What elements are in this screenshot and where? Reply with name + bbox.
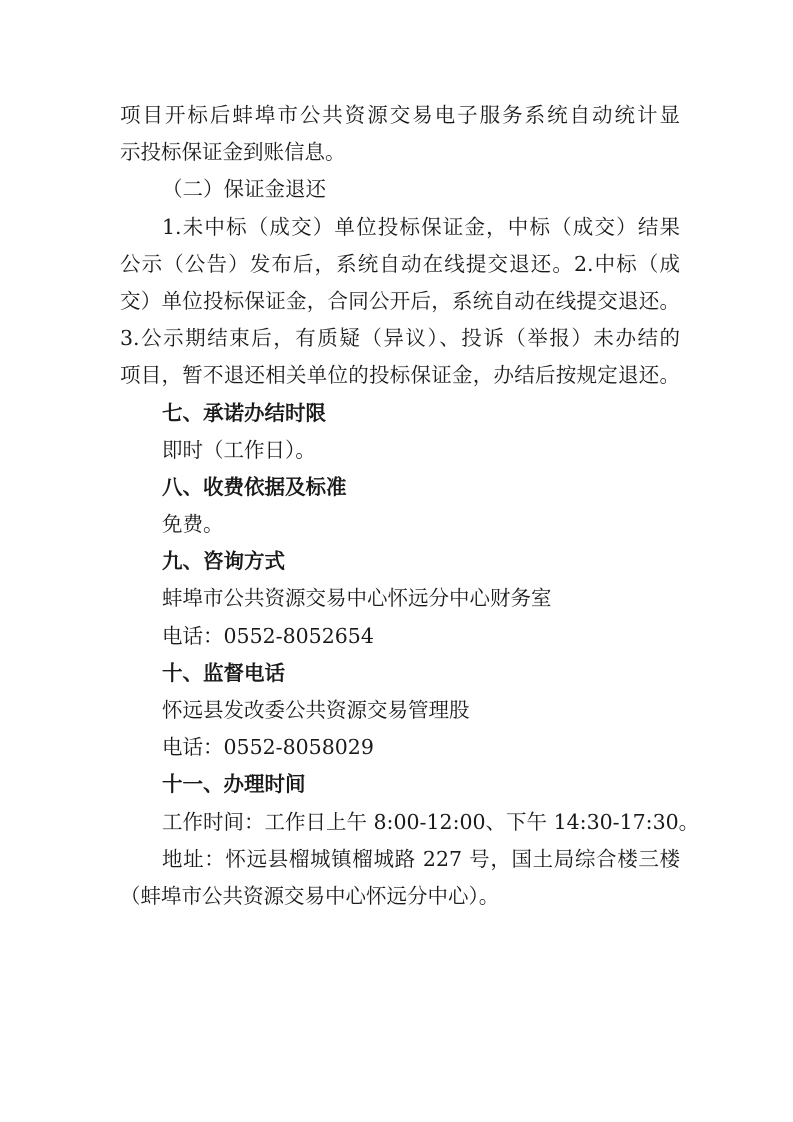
- text-line: 3.公示期结束后，有质疑（异议）、投诉（举报）未办结的: [120, 326, 680, 351]
- text-line: 电话：0552-8058029: [162, 735, 374, 760]
- text-line: 示投标保证金到账信息。: [120, 140, 346, 165]
- section-heading: 十、监督电话: [162, 660, 285, 685]
- section-heading: 七、承诺办结时限: [162, 400, 326, 425]
- text-line: 工作时间：工作日上午 8:00-12:00、下午 14:30-17:30。: [162, 809, 700, 834]
- text-line: （蚌埠市公共资源交易中心怀远分中心）。: [120, 883, 500, 908]
- text-line: 即时（工作日）。: [162, 437, 316, 462]
- text-line: 公示（公告）发布后，系统自动在线提交退还。2.中标（成: [120, 251, 680, 276]
- text-line: 免费。: [162, 512, 224, 537]
- text-line: 项目，暂不退还相关单位的投标保证金，办结后按规定退还。: [120, 363, 680, 388]
- document-body: [120, 97, 700, 915]
- text-line: 电话：0552-8052654: [162, 623, 374, 648]
- section-heading: 九、咨询方式: [162, 549, 285, 574]
- text-line: 项目开标后蚌埠市公共资源交易电子服务系统自动统计显: [120, 103, 680, 127]
- section-heading: 十一、办理时间: [162, 772, 306, 797]
- text-line: 1.未中标（成交）单位投标保证金，中标（成交）结果: [162, 214, 680, 239]
- text-line: 怀远县发改委公共资源交易管理股: [162, 698, 470, 722]
- text-line: 交）单位投标保证金，合同公开后，系统自动在线提交退还。: [120, 288, 680, 313]
- text-line: 蚌埠市公共资源交易中心怀远分中心财务室: [162, 586, 552, 611]
- text-line: 地址：怀远县榴城镇榴城路 227 号，国土局综合楼三楼: [162, 846, 680, 871]
- section-heading: 八、收费依据及标准: [162, 474, 347, 499]
- text-line: （二）保证金退还: [162, 177, 326, 202]
